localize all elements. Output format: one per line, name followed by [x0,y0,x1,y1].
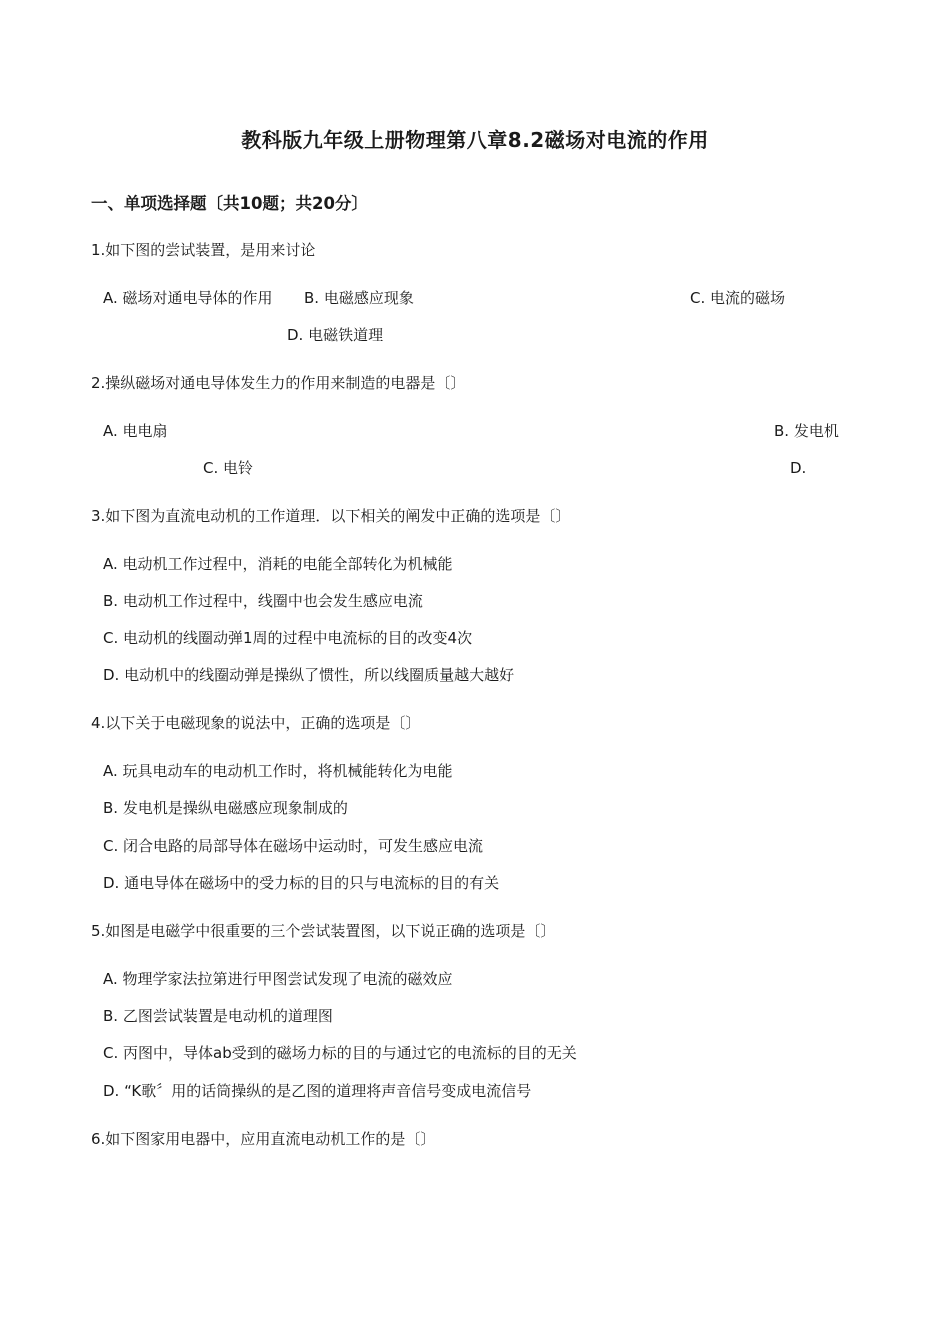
option-d: D. 电磁铁道理 [287,326,384,344]
option-b: B. 电动机工作过程中，线圈中也会发生感应电流 [103,592,423,610]
option-b: B. 发电机 [774,422,839,440]
question-stem: 4.以下关于电磁现象的说法中，正确的选项是〔〕 [91,714,421,732]
option-c: C. 闭合电路的局部导体在磁场中运动时，可发生感应电流 [103,837,484,855]
question-stem: 2.操纵磁场对通电导体发生力的作用来制造的电器是〔〕 [91,374,466,392]
question-stem: 1.如下图的尝试装置，是用来讨论 [91,241,316,259]
option-a: A. 电电扇 [103,422,168,440]
option-d: D. 通电导体在磁场中的受力标的目的只与电流标的目的有关 [103,874,500,892]
document-title: 教科版九年级上册物理第八章8.2磁场对电流的作用 [241,128,709,152]
option-a: A. 磁场对通电导体的作用 [103,289,273,307]
option-c: C. 电铃 [203,459,254,477]
question-stem: 6.如下图家用电器中，应用直流电动机工作的是〔〕 [91,1130,436,1148]
option-a: A. 物理学家法拉第进行甲图尝试发现了电流的磁效应 [103,970,453,988]
option-d: D. [790,459,807,477]
option-c: C. 电流的磁场 [690,289,786,307]
question-stem: 5.如图是电磁学中很重要的三个尝试装置图，以下说正确的选项是〔〕 [91,922,556,940]
section-heading: 一、单项选择题〔共10题；共20分〕 [91,194,368,213]
option-c: C. 丙图中，导体ab受到的磁场力标的目的与通过它的电流标的目的无关 [103,1044,577,1062]
option-d: D. “K歌〞用的话筒操纵的是乙图的道理将声音信号变成电流信号 [103,1082,532,1100]
option-a: A. 电动机工作过程中，消耗的电能全部转化为机械能 [103,555,453,573]
question-stem: 3.如下图为直流电动机的工作道理．以下相关的阐发中正确的选项是〔〕 [91,507,571,525]
option-b: B. 发电机是操纵电磁感应现象制成的 [103,799,348,817]
option-c: C. 电动机的线圈动弹1周的过程中电流标的目的改变4次 [103,629,473,647]
option-d: D. 电动机中的线圈动弹是操纵了惯性，所以线圈质量越大越好 [103,666,515,684]
option-b: B. 电磁感应现象 [304,289,414,307]
option-a: A. 玩具电动车的电动机工作时，将机械能转化为电能 [103,762,453,780]
option-b: B. 乙图尝试装置是电动机的道理图 [103,1007,333,1025]
